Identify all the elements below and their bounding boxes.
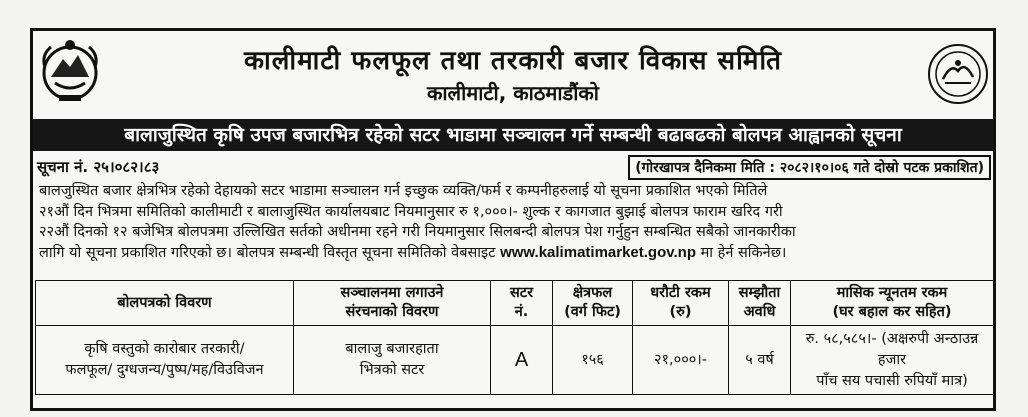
col-header-description: बोलपत्रको विवरण [36,281,294,326]
tender-table [35,280,994,395]
body-line: २१औं दिन भित्रमा समितिको कालीमाटी र बालाजुस्थित कार्यालयबाट नियमानुसार रु १,०००।- शुल्क र कागजात बुझाई बोलपत्र फाराम खरिद गरी [39,203,783,220]
cell-description: कृषि वस्तुको कारोबार तरकारी/ फलफूल/ दुग्धजन्य/पुष्प/मह/विउविजन [36,326,294,395]
cell-period: ५ वर्ष [729,326,791,395]
website-link[interactable]: www.kalimatimarket.gov.np [500,243,696,261]
body-line: २२औं दिनको १२ बजेभित्र बोलपत्रमा उल्लिखित सर्तको अधीनमा रहने गरी नियमानुसार सिलबन्दी बोलपत्र पेश गर्नुहुन सम्बन्धित सबैको जानकारीका [39,224,796,240]
notice-body [39,181,985,263]
notice-title-banner: बालाजुस्थित कृषि उपज बजारभित्र रहेको सटर भाडामा सञ्चालन गर्ने सम्बन्धी बढाबढको बोलपत्र आह्वानको सूचना [33,119,993,151]
body-line-post: मा हेर्न सकिनेछ। [700,244,787,261]
col-header-period: सम्झौता अवधि [729,281,791,326]
cell-area: १५६ [553,326,633,395]
cell-shutter-no: A [491,326,553,395]
cell-structure: बालाजु बजारहाता भित्रको सटर [294,326,491,395]
col-header-structure: सञ्चालनमा लगाउने संरचनाको विवरण [294,281,491,326]
col-header-deposit: धरौटी रकम (रु) [633,281,729,326]
col-header-shutter-no: सटर नं. [491,281,553,326]
col-header-monthly-amount: मासिक न्यूनतम रकम (घर बहाल कर सहित) [791,281,994,326]
table-row [36,326,994,395]
body-line [39,243,985,264]
cell-deposit: २१,०००।- [633,326,729,395]
notice-ref-number: सूचना नं. २५।०८२।८३ [37,158,160,176]
body-line-pre: लागि यो सूचना प्रकाशित गरिएको छ। बोलपत्र सम्बन्धी विस्तृत सूचना समितिको वेबसाइट [39,244,496,261]
cell-monthly-amount: रु. ५८,५८५।- (अक्षरुपी अन्ठाउन्न हजार पाँच सय पचासी रुपियाँ मात्र) [791,326,994,395]
body-line: बालजुस्थित बजार क्षेत्रभित्र रहेको देहायको सटर भाडामा सञ्चालन गर्न इच्छुक व्यक्ति/फर्म र कम्पनीहरुलाई यो सूचना प्रकाशित भएको मितिले [39,183,768,199]
org-name: कालीमाटी फलफूल तथा तरकारी बजार विकास समिति [244,46,782,76]
col-header-area: क्षेत्रफल (वर्ग फिट) [553,281,633,326]
org-location: कालीमाटी, काठमाडौंको [427,81,599,105]
table-header-row [36,281,994,326]
publication-note: (गोरखापत्र दैनिकमा मिति : २०८२।१०।०६ गते दोस्रो पटक प्रकाशित) [628,155,991,180]
notice-frame [30,28,996,411]
